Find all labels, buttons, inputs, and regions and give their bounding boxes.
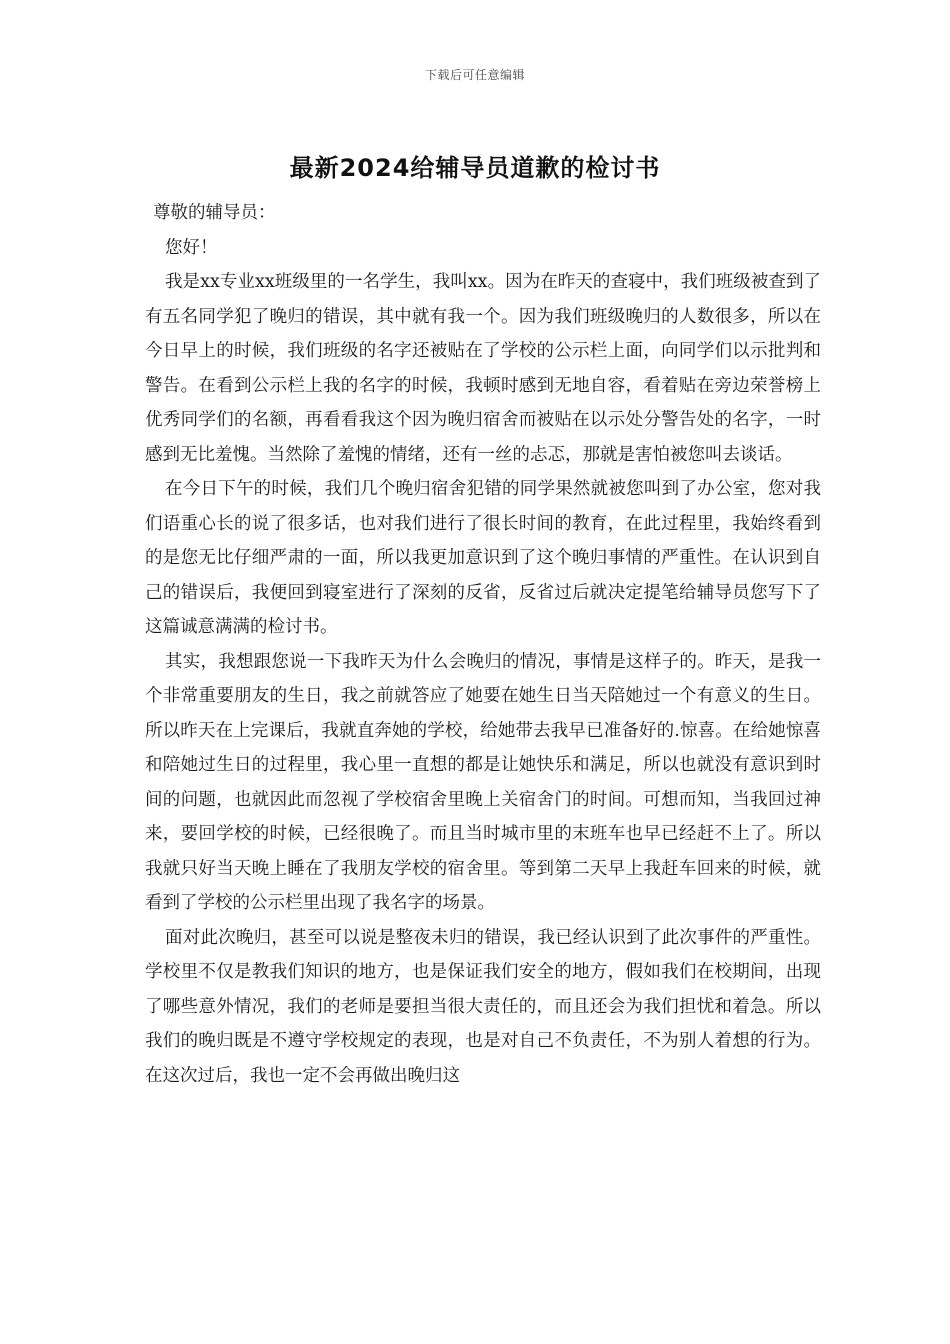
- body-paragraph: 我是xx专业xx班级里的一名学生，我叫xx。因为在昨天的查寝中，我们班级被查到了有五名同学犯了晚归的错误，其中就有我一个。因为我们班级晚归的人数很多，所以在今日早上的时候，我们班级的名字还被贴在了学校的公示栏上面，向同学们以示批判和警告。在看到公示栏上我的名字的时候，我顿时感到无地自容，看着贴在旁边荣誉榜上优秀同学们的名额，再看看我这个因为晚归宿舍而被贴在以示处分警告处的名字，一时感到无比羞愧。当然除了羞愧的情绪，还有一丝的忐忑，那就是害怕被您叫去谈话。: [145, 272, 821, 465]
- document-title: 最新2024给辅导员道歉的检讨书: [289, 154, 661, 182]
- header-note: 下载后可任意编辑: [424, 68, 525, 82]
- body-paragraph: 面对此次晚归，甚至可以说是整夜未归的错误，我已经认识到了此次事件的严重性。学校里不仅是教我们知识的地方，也是保证我们安全的地方，假如我们在校期间，出现了哪些意外情况，我们的老师是要担当很大责任的，而且还会为我们担忧和着急。所以我们的晚归既是不遵守学校规定的表现，也是对自己不负责任，不为别人着想的行为。在这次过后，我也一定不会再做出晚归这: [145, 927, 821, 1086]
- salutation: 尊敬的辅导员：: [153, 203, 276, 223]
- body-paragraph: 其实，我想跟您说一下我昨天为什么会晚归的情况，事情是这样子的。昨天，是我一个非常重要朋友的生日，我之前就答应了她要在她生日当天陪她过一个有意义的生日。所以昨天在上完课后，我就直奔她的学校，给她带去我早已准备好的.惊喜。在给她惊喜和陪她过生日的过程里，我心里一直想的都是让她快乐和满足，所以也就没有意识到时间的问题，也就因此而忽视了学校宿舍里晚上关宿舍门的时间。可想而知，当我回过神来，要回学校的时候，已经很晚了。而且当时城市里的末班车也早已经赶不上了。所以我就只好当天晚上睡在了我朋友学校的宿舍里。等到第二天早上我赶车回来的时候，就看到了学校的公示栏里出现了我名字的场景。: [145, 651, 821, 913]
- body-paragraph: 在今日下午的时候，我们几个晚归宿舍犯错的同学果然就被您叫到了办公室，您对我们语重心长的说了很多话，也对我们进行了很长时间的教育，在此过程里，我始终看到的是您无比仔细严肃的一面，所以我更加意识到了这个晚归事情的严重性。在认识到自己的错误后，我便回到寝室进行了深刻的反省，反省过后就决定提笔给辅导员您写下了这篇诚意满满的检讨书。: [145, 479, 821, 637]
- greeting-paragraph: 您好！: [165, 237, 218, 258]
- document-body: [145, 196, 821, 1093]
